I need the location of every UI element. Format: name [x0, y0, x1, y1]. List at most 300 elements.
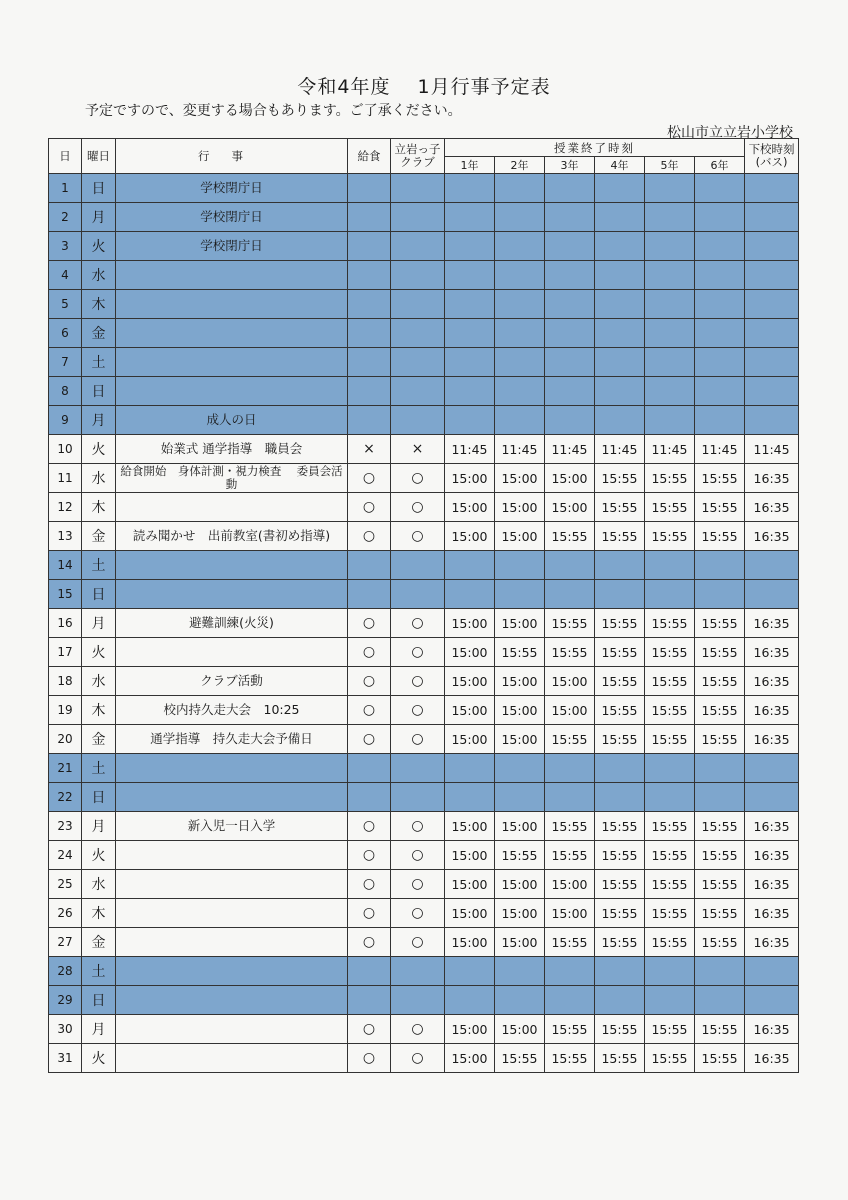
bus-time-cell: 16:35 [745, 725, 799, 754]
end-time-cell [495, 986, 545, 1015]
weekday-cell: 水 [82, 870, 116, 899]
end-time-cell [545, 957, 595, 986]
weekday-cell: 火 [82, 841, 116, 870]
end-time-cell [545, 377, 595, 406]
end-time-cell [645, 377, 695, 406]
end-time-cell: 15:00 [445, 1044, 495, 1073]
end-time-cell: 15:00 [445, 464, 495, 493]
col-header-club [391, 139, 445, 174]
end-time-cell: 15:55 [645, 522, 695, 551]
end-time-cell: 15:55 [495, 841, 545, 870]
end-time-cell: 15:00 [495, 812, 545, 841]
end-time-cell [495, 261, 545, 290]
end-time-cell [545, 348, 595, 377]
club-cell [391, 580, 445, 609]
club-cell: ○ [391, 638, 445, 667]
day-cell: 1 [49, 174, 82, 203]
event-cell [116, 841, 348, 870]
bus-time-cell: 16:35 [745, 464, 799, 493]
end-time-cell: 15:55 [595, 638, 645, 667]
bus-time-cell: 16:35 [745, 667, 799, 696]
day-cell: 20 [49, 725, 82, 754]
bus-time-cell [745, 232, 799, 261]
day-cell: 30 [49, 1015, 82, 1044]
end-time-cell [495, 232, 545, 261]
end-time-cell: 15:55 [595, 928, 645, 957]
day-cell: 27 [49, 928, 82, 957]
day-cell: 28 [49, 957, 82, 986]
end-time-cell [695, 261, 745, 290]
day-cell: 11 [49, 464, 82, 493]
club-cell: × [391, 435, 445, 464]
end-time-cell: 15:00 [495, 725, 545, 754]
table-row [49, 290, 799, 319]
day-cell: 25 [49, 870, 82, 899]
weekday-cell: 火 [82, 232, 116, 261]
day-cell: 18 [49, 667, 82, 696]
club-cell [391, 232, 445, 261]
weekday-cell: 土 [82, 957, 116, 986]
end-time-cell: 15:55 [645, 667, 695, 696]
end-time-cell [595, 319, 645, 348]
table-row [49, 783, 799, 812]
weekday-cell: 月 [82, 406, 116, 435]
bus-time-cell: 16:35 [745, 870, 799, 899]
end-time-cell: 15:00 [495, 522, 545, 551]
lunch-cell: ○ [348, 638, 391, 667]
end-time-cell: 15:55 [595, 899, 645, 928]
club-cell: ○ [391, 464, 445, 493]
lunch-cell [348, 783, 391, 812]
end-time-cell [445, 261, 495, 290]
weekday-cell: 木 [82, 696, 116, 725]
event-cell: 始業式 通学指導 職員会 [116, 435, 348, 464]
table-row [49, 203, 799, 232]
weekday-cell: 木 [82, 899, 116, 928]
weekday-cell: 木 [82, 493, 116, 522]
bus-time-cell [745, 551, 799, 580]
end-time-cell: 15:00 [445, 609, 495, 638]
table-row [49, 1015, 799, 1044]
col-header-club-line1: 立岩っ子 [394, 141, 441, 156]
weekday-cell: 金 [82, 725, 116, 754]
weekday-cell: 土 [82, 754, 116, 783]
end-time-cell [445, 580, 495, 609]
end-time-cell: 15:55 [495, 1044, 545, 1073]
bus-time-cell: 16:35 [745, 841, 799, 870]
weekday-cell: 月 [82, 1015, 116, 1044]
table-row [49, 435, 799, 464]
club-cell: ○ [391, 1044, 445, 1073]
end-time-cell: 15:55 [645, 725, 695, 754]
end-time-cell [495, 957, 545, 986]
lunch-cell: ○ [348, 812, 391, 841]
end-time-cell: 11:45 [495, 435, 545, 464]
lunch-cell [348, 261, 391, 290]
end-time-cell [495, 290, 545, 319]
weekday-cell: 金 [82, 522, 116, 551]
lunch-cell: ○ [348, 522, 391, 551]
bus-time-cell [745, 348, 799, 377]
event-cell: 通学指導 持久走大会予備日 [116, 725, 348, 754]
end-time-cell [645, 580, 695, 609]
day-cell: 10 [49, 435, 82, 464]
end-time-cell [495, 754, 545, 783]
col-header-bus [745, 139, 799, 174]
weekday-cell: 金 [82, 928, 116, 957]
bus-time-cell [745, 754, 799, 783]
end-time-cell: 15:00 [445, 928, 495, 957]
end-time-cell [695, 290, 745, 319]
end-time-cell: 15:55 [695, 870, 745, 899]
end-time-cell: 15:00 [495, 464, 545, 493]
end-time-cell [695, 406, 745, 435]
end-time-cell: 15:55 [695, 1015, 745, 1044]
lunch-cell [348, 551, 391, 580]
club-cell: ○ [391, 609, 445, 638]
end-time-cell: 15:00 [445, 522, 495, 551]
day-cell: 5 [49, 290, 82, 319]
bus-time-cell [745, 406, 799, 435]
bus-time-cell [745, 174, 799, 203]
col-header-grade: 3年 [545, 157, 595, 174]
lunch-cell: ○ [348, 1044, 391, 1073]
end-time-cell: 15:55 [645, 696, 695, 725]
table-row [49, 464, 799, 493]
end-time-cell [595, 261, 645, 290]
table-row [49, 406, 799, 435]
day-cell: 15 [49, 580, 82, 609]
lunch-cell [348, 957, 391, 986]
col-header-club-line2: クラブ [400, 155, 435, 169]
weekday-cell: 水 [82, 667, 116, 696]
weekday-cell: 金 [82, 319, 116, 348]
event-cell: 成人の日 [116, 406, 348, 435]
end-time-cell: 15:00 [495, 696, 545, 725]
event-cell [116, 261, 348, 290]
end-time-cell: 15:55 [695, 667, 745, 696]
end-time-cell [495, 551, 545, 580]
day-cell: 6 [49, 319, 82, 348]
end-time-cell: 15:00 [495, 870, 545, 899]
end-time-cell [645, 406, 695, 435]
col-header-bus-line1: 下校時刻 [748, 141, 795, 156]
day-cell: 26 [49, 899, 82, 928]
table-row [49, 261, 799, 290]
lunch-cell [348, 754, 391, 783]
weekday-cell: 木 [82, 290, 116, 319]
end-time-cell [445, 232, 495, 261]
weekday-cell: 土 [82, 348, 116, 377]
weekday-cell: 月 [82, 609, 116, 638]
end-time-cell [695, 348, 745, 377]
table-row [49, 899, 799, 928]
end-time-cell: 15:55 [545, 609, 595, 638]
club-cell [391, 783, 445, 812]
bus-time-cell: 16:35 [745, 609, 799, 638]
end-time-cell [495, 406, 545, 435]
end-time-cell: 15:55 [595, 1044, 645, 1073]
end-time-cell [445, 203, 495, 232]
weekday-cell: 日 [82, 580, 116, 609]
event-cell [116, 580, 348, 609]
end-time-cell [595, 957, 645, 986]
event-cell: 避難訓練(火災) [116, 609, 348, 638]
day-cell: 17 [49, 638, 82, 667]
end-time-cell [545, 783, 595, 812]
club-cell [391, 377, 445, 406]
event-cell [116, 754, 348, 783]
event-cell [116, 928, 348, 957]
end-time-cell: 11:45 [445, 435, 495, 464]
col-header-bus-line2: (バス) [755, 155, 788, 169]
col-header-weekday: 曜日 [82, 139, 116, 174]
col-header-day: 日 [49, 139, 82, 174]
end-time-cell: 15:55 [645, 638, 695, 667]
school-name: 松山市立立岩小学校 [667, 125, 793, 141]
event-cell [116, 1044, 348, 1073]
table-row [49, 638, 799, 667]
end-time-cell [695, 319, 745, 348]
end-time-cell [545, 232, 595, 261]
end-time-cell [595, 754, 645, 783]
end-time-cell: 15:55 [595, 667, 645, 696]
end-time-cell [645, 348, 695, 377]
club-cell [391, 986, 445, 1015]
table-row [49, 754, 799, 783]
table-row [49, 493, 799, 522]
end-time-cell [545, 203, 595, 232]
end-time-cell [445, 957, 495, 986]
club-cell: ○ [391, 812, 445, 841]
club-cell [391, 261, 445, 290]
end-time-cell [645, 203, 695, 232]
day-cell: 3 [49, 232, 82, 261]
event-cell [116, 957, 348, 986]
col-header-end-times: 授業終了時刻 [445, 139, 745, 157]
col-header-lunch: 給食 [348, 139, 391, 174]
day-cell: 24 [49, 841, 82, 870]
table-row [49, 522, 799, 551]
bus-time-cell: 16:35 [745, 522, 799, 551]
end-time-cell [495, 174, 545, 203]
table-row [49, 609, 799, 638]
club-cell: ○ [391, 493, 445, 522]
end-time-cell [595, 406, 645, 435]
day-cell: 21 [49, 754, 82, 783]
table-row [49, 174, 799, 203]
end-time-cell [645, 957, 695, 986]
end-time-cell: 15:55 [695, 899, 745, 928]
end-time-cell [595, 783, 645, 812]
event-cell [116, 638, 348, 667]
end-time-cell: 15:55 [595, 812, 645, 841]
weekday-cell: 火 [82, 638, 116, 667]
club-cell: ○ [391, 928, 445, 957]
club-cell [391, 348, 445, 377]
end-time-cell: 15:55 [695, 841, 745, 870]
col-header-grade: 5年 [645, 157, 695, 174]
table-row [49, 580, 799, 609]
end-time-cell [495, 348, 545, 377]
day-cell: 23 [49, 812, 82, 841]
club-cell: ○ [391, 725, 445, 754]
end-time-cell: 15:00 [445, 696, 495, 725]
event-cell [116, 986, 348, 1015]
event-cell: 新入児一日入学 [116, 812, 348, 841]
table-row [49, 1044, 799, 1073]
day-cell: 12 [49, 493, 82, 522]
weekday-cell: 土 [82, 551, 116, 580]
end-time-cell: 15:55 [645, 899, 695, 928]
end-time-cell: 15:55 [645, 1015, 695, 1044]
end-time-cell: 15:55 [645, 464, 695, 493]
end-time-cell [595, 174, 645, 203]
end-time-cell: 15:55 [545, 725, 595, 754]
end-time-cell: 15:55 [695, 1044, 745, 1073]
day-cell: 8 [49, 377, 82, 406]
bus-time-cell: 16:35 [745, 696, 799, 725]
end-time-cell [645, 261, 695, 290]
end-time-cell [595, 203, 645, 232]
col-header-grade: 6年 [695, 157, 745, 174]
bus-time-cell: 16:35 [745, 1044, 799, 1073]
end-time-cell: 15:00 [495, 493, 545, 522]
table-row [49, 812, 799, 841]
weekday-cell: 日 [82, 783, 116, 812]
bus-time-cell: 16:35 [745, 812, 799, 841]
notice-text: 予定ですので、変更する場合もあります。ご了承ください。 [85, 103, 462, 119]
end-time-cell: 15:55 [695, 493, 745, 522]
end-time-cell [645, 986, 695, 1015]
lunch-cell: ○ [348, 841, 391, 870]
club-cell: ○ [391, 899, 445, 928]
end-time-cell: 15:55 [645, 493, 695, 522]
end-time-cell: 15:55 [595, 696, 645, 725]
table-row [49, 348, 799, 377]
club-cell: ○ [391, 841, 445, 870]
end-time-cell [545, 580, 595, 609]
day-cell: 29 [49, 986, 82, 1015]
end-time-cell: 15:55 [645, 1044, 695, 1073]
event-cell [116, 377, 348, 406]
end-time-cell: 15:55 [695, 928, 745, 957]
end-time-cell [445, 348, 495, 377]
event-cell: 学校閉庁日 [116, 232, 348, 261]
end-time-cell: 15:55 [695, 725, 745, 754]
end-time-cell: 15:55 [495, 638, 545, 667]
end-time-cell [545, 290, 595, 319]
end-time-cell: 15:55 [595, 464, 645, 493]
weekday-cell: 月 [82, 203, 116, 232]
lunch-cell [348, 580, 391, 609]
end-time-cell: 15:00 [545, 899, 595, 928]
end-time-cell [595, 551, 645, 580]
table-row [49, 986, 799, 1015]
bus-time-cell [745, 261, 799, 290]
end-time-cell [545, 551, 595, 580]
end-time-cell: 15:00 [445, 870, 495, 899]
event-cell: 給食開始 身体計測・視力検査 委員会活動 [116, 464, 348, 493]
end-time-cell [695, 957, 745, 986]
end-time-cell: 15:00 [495, 928, 545, 957]
end-time-cell: 15:55 [545, 1044, 595, 1073]
club-cell [391, 754, 445, 783]
lunch-cell: ○ [348, 1015, 391, 1044]
lunch-cell: ○ [348, 493, 391, 522]
end-time-cell: 15:55 [645, 812, 695, 841]
end-time-cell [595, 377, 645, 406]
table-row [49, 957, 799, 986]
end-time-cell: 11:45 [645, 435, 695, 464]
end-time-cell: 15:55 [595, 870, 645, 899]
end-time-cell: 15:00 [495, 899, 545, 928]
end-time-cell [645, 551, 695, 580]
weekday-cell: 火 [82, 1044, 116, 1073]
end-time-cell [695, 986, 745, 1015]
event-cell [116, 551, 348, 580]
lunch-cell [348, 377, 391, 406]
lunch-cell: ○ [348, 928, 391, 957]
end-time-cell [495, 377, 545, 406]
bus-time-cell [745, 290, 799, 319]
weekday-cell: 水 [82, 464, 116, 493]
lunch-cell: ○ [348, 725, 391, 754]
end-time-cell [445, 377, 495, 406]
bus-time-cell: 16:35 [745, 899, 799, 928]
club-cell: ○ [391, 667, 445, 696]
end-time-cell: 15:00 [545, 870, 595, 899]
end-time-cell: 15:55 [545, 638, 595, 667]
club-cell [391, 319, 445, 348]
weekday-cell: 日 [82, 377, 116, 406]
event-cell: 校内持久走大会 10:25 [116, 696, 348, 725]
event-cell [116, 1015, 348, 1044]
end-time-cell: 15:55 [695, 638, 745, 667]
end-time-cell: 15:00 [545, 667, 595, 696]
table-row [49, 377, 799, 406]
lunch-cell [348, 406, 391, 435]
day-cell: 31 [49, 1044, 82, 1073]
table-row [49, 232, 799, 261]
end-time-cell [595, 580, 645, 609]
day-cell: 19 [49, 696, 82, 725]
end-time-cell: 15:00 [495, 667, 545, 696]
table-row [49, 319, 799, 348]
end-time-cell [645, 290, 695, 319]
end-time-cell: 15:00 [445, 638, 495, 667]
club-cell: ○ [391, 696, 445, 725]
event-cell [116, 493, 348, 522]
day-cell: 9 [49, 406, 82, 435]
end-time-cell [695, 783, 745, 812]
end-time-cell: 15:00 [445, 812, 495, 841]
end-time-cell: 15:00 [545, 696, 595, 725]
weekday-cell: 火 [82, 435, 116, 464]
bus-time-cell: 16:35 [745, 638, 799, 667]
day-cell: 22 [49, 783, 82, 812]
end-time-cell: 15:00 [495, 609, 545, 638]
weekday-cell: 月 [82, 812, 116, 841]
end-time-cell: 15:00 [545, 493, 595, 522]
end-time-cell: 15:55 [645, 841, 695, 870]
end-time-cell: 15:55 [695, 609, 745, 638]
lunch-cell [348, 348, 391, 377]
end-time-cell [495, 580, 545, 609]
end-time-cell [445, 551, 495, 580]
end-time-cell [595, 232, 645, 261]
event-cell [116, 870, 348, 899]
